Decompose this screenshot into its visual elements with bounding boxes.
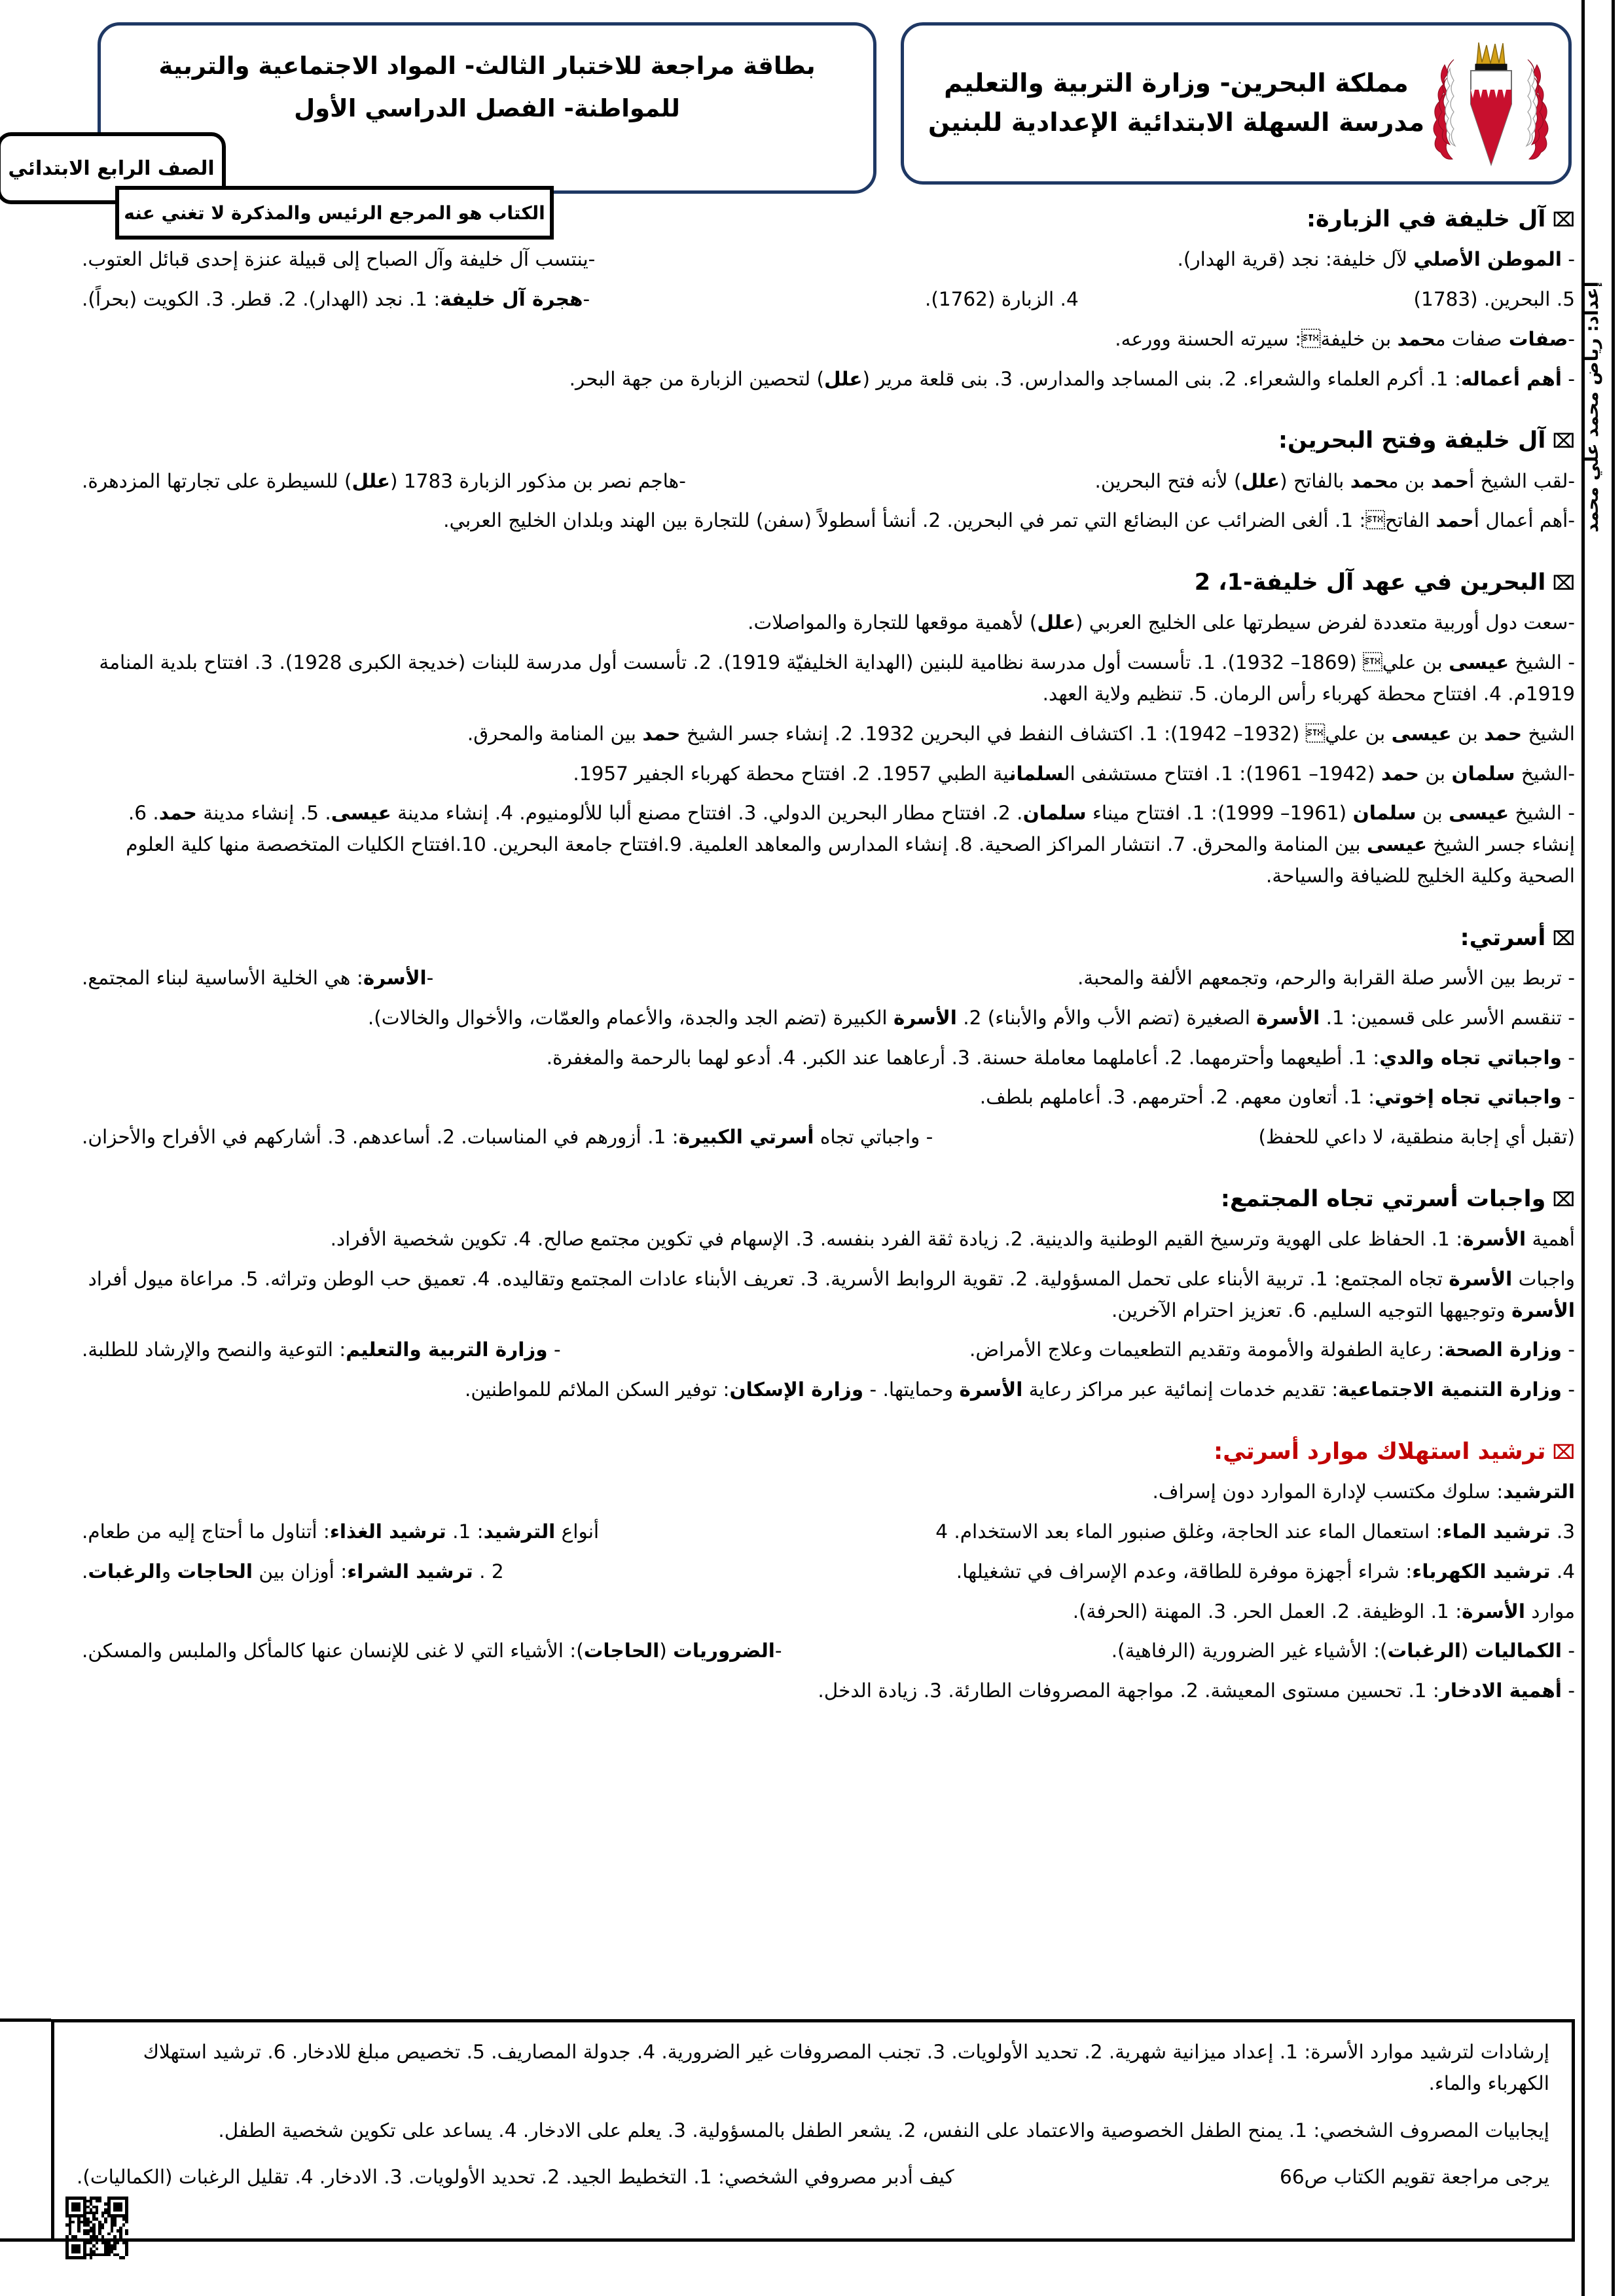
- reference-note-box: الكتاب هو المرجع الرئيس والمذكرة لا تغني عنه: [115, 186, 554, 240]
- content-paragraph: - واجباتي تجاه والدي: 1. أطيعهما وأحترمهما. 2. أعاملهما معاملة حسنة. 3. أرعاهما عند الكبر. 4. أدعو لهما بالرحمة والمغفرة.: [546, 1046, 1575, 1069]
- section-spacer: [82, 403, 1575, 418]
- content-cell: - تربط بين الأسر صلة القرابة والرحم، وتجمعهم الألفة والمحبة.: [1077, 966, 1575, 989]
- qr-module: [119, 2208, 122, 2212]
- qr-module: [77, 2208, 81, 2212]
- section-heading-family-duties-society: [82, 1184, 1575, 1215]
- title-line-2: للمواطنة- الفصل الدراسي الأول: [294, 94, 680, 122]
- content-row: [82, 244, 1575, 276]
- content-cell: 4. الزبارة (1762).: [924, 288, 1079, 311]
- content-cell: -هاجم نصر بن مذكور الزبارة 1783 (علل) للسيطرة على تجارتها المزدهرة.: [82, 469, 686, 492]
- section-bullet-icon: ⌧: [1552, 209, 1575, 232]
- content-paragraph: - وزارة التنمية الاجتماعية: تقديم خدمات إنمائية عبر مراكز رعاية الأسرة وحمايتها. - وزارة الإسكان: توفير السكن الملائم للمواطنين.: [465, 1378, 1575, 1401]
- content-row: [82, 963, 1575, 994]
- personal-allowance-tips: كيف أدبر مصروفي الشخصي: 1. التخطيط الجيد. 2. تحديد الأولويات. 3. الادخار. 4. تقليل الرغبات (الكماليات).: [77, 2166, 954, 2189]
- section-spacer: [82, 1162, 1575, 1176]
- document-title-text: [127, 45, 847, 130]
- qr-module: [125, 2233, 128, 2236]
- content-row: [82, 1335, 1575, 1366]
- final-row: [77, 2162, 1549, 2193]
- content-cell: - الكماليات (الرغبات): الأشياء غير الضرورية (الرفاهية).: [1111, 1640, 1575, 1662]
- bahrain-coat-of-arms-icon: [1430, 33, 1551, 174]
- school-identity-box: [901, 22, 1572, 185]
- author-credit: إعداد: رياض محمد علي محمد: [1582, 281, 1602, 533]
- content-cell: أنواع الترشيد: 1. ترشيد الغذاء: أتناول ما أحتاج إليه من طعام.: [82, 1520, 600, 1543]
- guidelines-box: [51, 2019, 1575, 2242]
- content-paragraph: - الشيخ عيسى بن سلمان (1961– 1999): 1. افتتاح ميناء سلمان. 2. افتتاح مطار البحرين الدولي. 3. افتتاح مصنع ألبا للألومنيوم. 4. إنشاء مدينة عيسى. 5. إنشاء مدينة حمد. 6. إنشاء جسر الشيخ عيسى بين المنامة والمحرق. 7. انتشار المراكز الصحية. 8. إنشاء المدارس والمعاهد العلمية. 9.افتتاح جامعة البحرين. 10.افتتاح الكليات المتخصصة منها كلية العلوم الصحية وكلية الخليج للضيافة والسياحة.: [126, 802, 1575, 887]
- school-name-line: مدرسة السهلة الابتدائية الإعدادية للبنين: [928, 108, 1425, 137]
- qr-code[interactable]: [65, 2197, 128, 2259]
- qr-module: [90, 2256, 93, 2259]
- qr-module: [96, 2242, 99, 2245]
- content-cell: 2 . ترشيد الشراء: أوزان بين الحاجات والرغبات.: [82, 1560, 504, 1583]
- content-paragraph: - أهم أعماله: 1. أكرم العلماء والشعراء. 2. بنى المساجد والمدارس. 3. بنى قلعة مرير (علل) لتحصين الزبارة من جهة البحر.: [569, 367, 1575, 390]
- section-bullet-icon: ⌧: [1552, 927, 1575, 950]
- content-cell: -هجرة آل خليفة: 1. نجد (الهدار). 2. قطر. 3. الكويت (بحراً).: [82, 288, 590, 311]
- section-bullet-icon: ⌧: [1552, 1188, 1575, 1211]
- qr-module: [117, 2242, 120, 2245]
- content-paragraph: - واجباتي تجاه إخوتي: 1. أتعاون معهم. 2. أحترمهم. 3. أعاملهم بلطف.: [979, 1086, 1575, 1109]
- content-cell: -الضروريات (الحاجات): الأشياء التي لا غنى للإنسان عنها كالمأكل والملبس والمسكن.: [82, 1640, 782, 1662]
- section-bullet-icon: ⌧: [1552, 572, 1575, 596]
- ministry-line: مملكة البحرين- وزارة التربية والتعليم: [944, 68, 1409, 98]
- content-cell: 4. ترشيد الكهرباء: شراء أجهزة موفرة للطاقة، وعدم الإسراف في تشغيلها.: [956, 1560, 1575, 1583]
- content-paragraph: -أهم أعمال أحمد الفاتح: 1. ألغى الضرائب عن البضائع التي تمر في البحرين. 2. أنشأ أسطولاً (سفن) للتجارة بين الهند وبلدان الخليج العربي.: [443, 509, 1575, 532]
- content-row: [82, 1636, 1575, 1667]
- qr-module: [122, 2223, 126, 2227]
- left-rule-stub-bottom: [0, 2238, 51, 2242]
- section-spacer: [82, 1715, 1575, 1730]
- content-row: [82, 1516, 1575, 1548]
- content-cell: 5. البحرين. (1783): [1413, 288, 1575, 311]
- section-heading-text: آل خليفة وفتح البحرين:: [1278, 427, 1546, 454]
- content-cell: - وزارة التربية والتعليم: التوعية والنصح والإرشاد للطلبة.: [82, 1338, 561, 1361]
- qr-module: [96, 2212, 99, 2215]
- content-cell: -لقب الشيخ أحمد بن محمد بالفاتح (علل) لأنه فتح البحرين.: [1094, 469, 1575, 492]
- qr-module: [113, 2248, 117, 2251]
- qr-module: [77, 2250, 81, 2253]
- content-cell: -ينتسب آل خليفة وآل الصباح إلى قبيلة عنزة إحدى قبائل العتوب.: [82, 248, 596, 271]
- content-cell: 3. ترشيد الماء: استعمال الماء عند الحاجة، وغلق صنبور الماء بعد الاستخدام. 4: [935, 1520, 1575, 1543]
- qr-module: [125, 2221, 128, 2224]
- content-row: [82, 466, 1575, 497]
- section-heading-my-family: [82, 923, 1575, 954]
- qr-module: [107, 2233, 111, 2236]
- content-row: [82, 1122, 1575, 1153]
- qr-module: [113, 2223, 117, 2227]
- qr-module: [98, 2200, 101, 2203]
- qr-module: [77, 2229, 81, 2233]
- qr-module: [71, 2221, 75, 2224]
- section-bullet-icon: ⌧: [1552, 430, 1575, 454]
- right-outer-rule: [1612, 0, 1615, 2296]
- section-heading-text: ترشيد استهلاك موارد أسرتي:: [1214, 1439, 1546, 1465]
- grade-badge: الصف الرابع الابتدائي: [0, 132, 226, 204]
- content-row: [82, 1556, 1575, 1588]
- content-paragraph: - تنقسم الأسر على قسمين: 1. الأسرة الصغيرة (تضم الأب والأم والأبناء) 2. الأسرة الكبيرة (تضم الجد والجدة، والأعمام والعمّات، والأخوال والخالات).: [367, 1006, 1575, 1029]
- section-heading-rationalizing-consumption: [82, 1437, 1575, 1467]
- school-identity-text: [916, 64, 1430, 143]
- content-row: [82, 284, 1575, 315]
- guidelines-line-2: إيجابيات المصروف الشخصي: 1. يمنح الطفل الخصوصية والاعتماد على النفس، 2. يشعر الطفل بالمسؤولية. 3. يعلم على الادخار. 4. يساعد على تكوين شخصية الطفل.: [218, 2119, 1549, 2142]
- content-paragraph: الترشيد: سلوك مكتسب لإدارة الموارد دون إسراف.: [1152, 1480, 1575, 1503]
- content-cell: - الموطن الأصلي لآل خليفة: نجد (قرية الهدار).: [1177, 248, 1575, 271]
- guidelines-line-1: إرشادات لترشيد موارد الأسرة: 1. إعداد ميزانية شهرية. 2. تحديد الأولويات. 3. تجنب المصروفات غير الضرورية. 4. جدولة المصاريف. 5. تخصيص مبلغ للادخار. 6. ترشيد استهلاك الكهرباء والماء.: [143, 2041, 1549, 2094]
- qr-module: [119, 2235, 122, 2238]
- section-heading-bahrain-under-alkhalifa: [82, 567, 1575, 598]
- content-paragraph: - أهمية الادخار: 1. تحسين مستوى المعيشة. 2. مواجهة المصروفات الطارئة. 3. زيادة الدخل.: [818, 1679, 1575, 1702]
- content-cell: -الأسرة: هي الخلية الأساسية لبناء المجتمع.: [82, 966, 434, 989]
- section-heading-text: واجبات أسرتي تجاه المجتمع:: [1220, 1185, 1546, 1212]
- content-paragraph: موارد الأسرة: 1. الوظيفة. 2. العمل الحر. 3. المهنة (الحرفة).: [1072, 1600, 1575, 1623]
- section-heading-fath-albahrain: [82, 425, 1575, 456]
- content-paragraph: -صفات صفات محمد بن خليفة: سيرته الحسنة وورعه.: [1115, 327, 1575, 350]
- qr-module: [125, 2253, 128, 2257]
- qr-module: [104, 2221, 107, 2224]
- section-heading-text: آل خليفة في الزبارة:: [1306, 206, 1546, 232]
- section-spacer: [82, 901, 1575, 915]
- qr-module: [111, 2229, 114, 2233]
- left-rule-stub-top: [0, 2018, 51, 2022]
- section-bullet-icon: ⌧: [1552, 1441, 1575, 1464]
- qr-module: [101, 2235, 105, 2238]
- qr-module: [101, 2227, 105, 2230]
- qr-module: [96, 2248, 99, 2251]
- qr-module: [83, 2256, 86, 2259]
- content-paragraph: -سعت دول أوربية متعددة لفرض سيطرتها على الخليج العربي (علل) لأهمية موقعها للتجارة والمواصلات.: [748, 611, 1575, 634]
- content-paragraph: أهمية الأسرة: 1. الحفاظ على الهوية وترسيخ القيم الوطنية والدينية. 2. زيادة ثقة الفرد بنفسه. 3. الإسهام في تكوين مجتمع صالح. 4. تكوين شخصية الأفراد.: [330, 1228, 1575, 1251]
- book-review-note: يرجى مراجعة تقويم الكتاب ص66: [1280, 2166, 1549, 2189]
- qr-module: [107, 2253, 111, 2257]
- section-spacer: [82, 545, 1575, 560]
- section-spacer: [82, 1414, 1575, 1429]
- content-paragraph: - الشيخ عيسى بن علي (1869– 1932). 1. تأسست أول مدرسة نظامية للبنين (الهداية الخليفيّة 1919). 2. تأسست أول مدرسة للبنات (خديجة الكبرى 1928). 3. افتتاح بلدية المنامة 1919م. 4. افتتاح محطة كهرباء رأس الرمان. 5. تنظيم ولاية العهد.: [99, 651, 1575, 705]
- content-paragraph: -الشيخ سلمان بن حمد (1942– 1961): 1. افتتاح مستشفى السلمانية الطبي 1957. 2. افتتاح محطة كهرباء الجفير 1957.: [573, 762, 1575, 785]
- content-cell: - وزارة الصحة: رعاية الطفولة والأمومة وتقديم التطعيمات وعلاج الأمراض.: [969, 1338, 1575, 1361]
- content-paragraph: الشيخ حمد بن عيسى بن علي (1932– 1942): 1. اكتشاف النفط في البحرين 1932. 2. إنشاء جسر الشيخ حمد بين المنامة والمحرق.: [467, 722, 1575, 745]
- section-heading-text: البحرين في عهد آل خليفة-1، 2: [1194, 569, 1546, 596]
- title-line-1: بطاقة مراجعة للاختبار الثالث- المواد الاجتماعية والتربية: [158, 52, 816, 80]
- document-body: [82, 196, 1575, 1730]
- section-heading-text: أسرتي:: [1460, 924, 1546, 951]
- qr-module: [122, 2256, 126, 2259]
- content-paragraph: واجبات الأسرة تجاه المجتمع: 1. تربية الأبناء على تحمل المسؤولية. 2. تقوية الروابط الأسرية. 3. تعريف الأبناء عادات المجتمع وتقاليده. 4. تعميق حب الوطن وتراثه. 5. مراعاة ميول أفراد الأسرة وتوجيهها التوجيه السليم. 6. تعزيز احترام الآخرين.: [88, 1267, 1575, 1321]
- content-cell: (تقبل أي إجابة منطقية، لا داعي للحفظ): [1258, 1126, 1575, 1149]
- content-cell: - واجباتي تجاه أسرتي الكبيرة: 1. أزورهم في المناسبات. 2. أساعدهم. 3. أشاركهم في الأفراح والأحزان.: [82, 1126, 933, 1149]
